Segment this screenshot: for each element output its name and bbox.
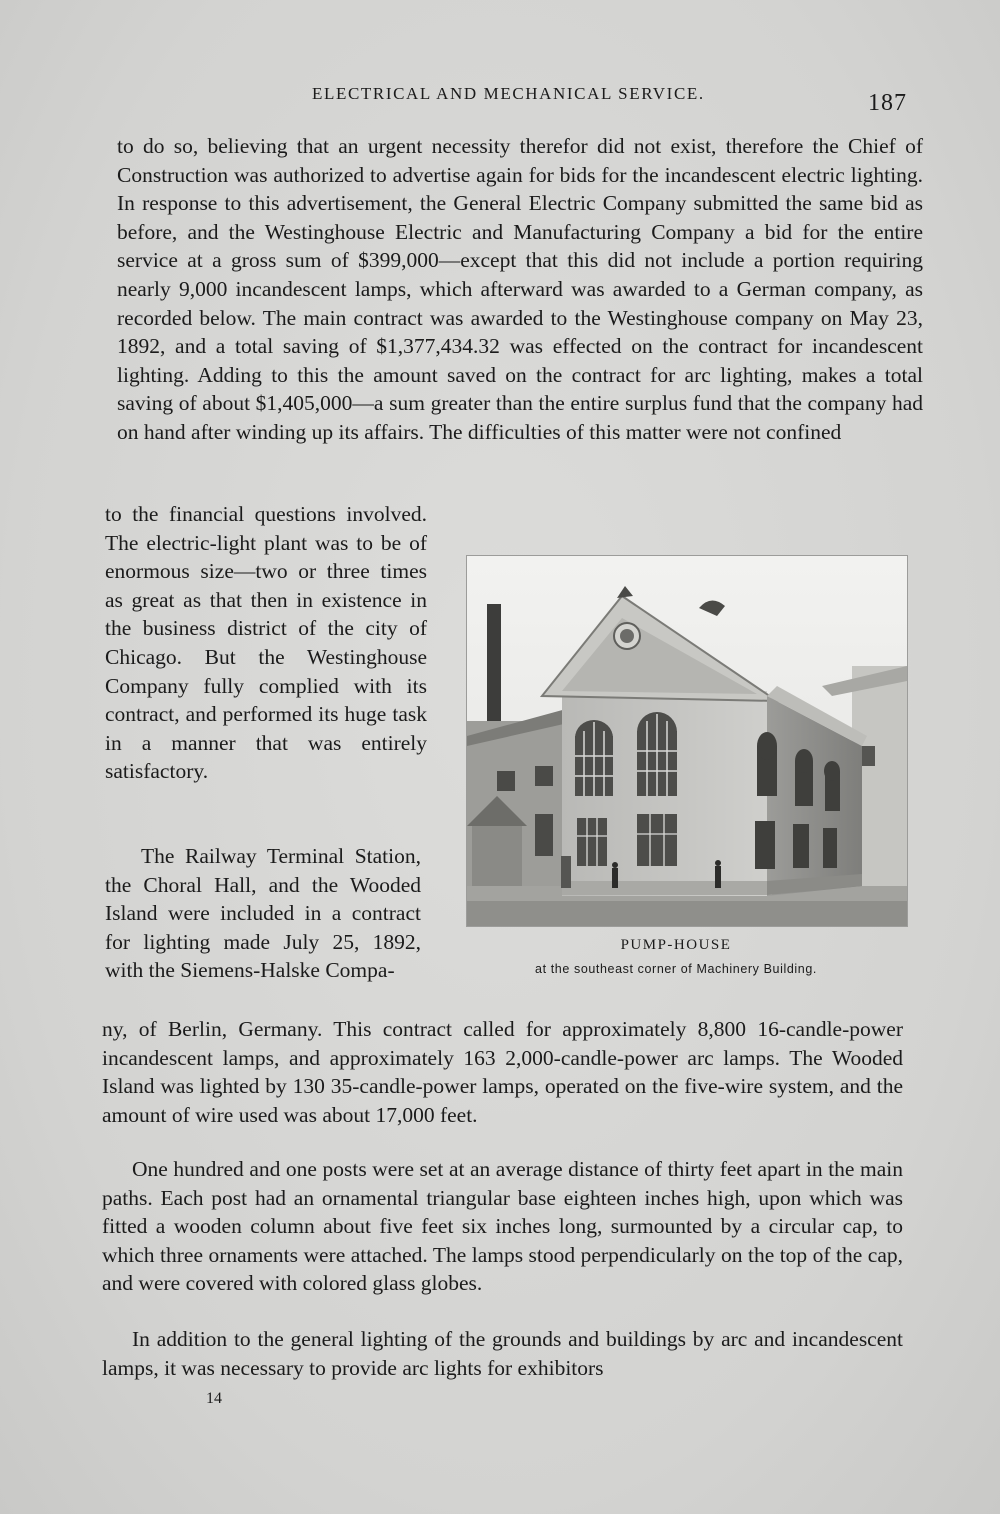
figure-caption-subtitle: at the southeast corner of Machinery Building. — [535, 962, 817, 976]
pump-house-illustration — [467, 556, 907, 926]
paragraph-1: to do so, believing that an urgent necessity therefor did not exist, therefore the Chief of Construction was authorized to advertise again for bids for the incandescent electric lighting. In response to this advertisement, the General Electric Company submitted the same bid as before, and the Westinghouse Electric and Manufacturing Company a bid for the entire service at a gross sum of $399,000—except that this did not include a portion requiring nearly 9,000 incandescent lamps, which afterward was awarded to a German company, as recorded below. The main contract was awarded to the Westinghouse company on May 23, 1892, and a total saving of $1,377,434.32 was effected on the contract for incandescent lighting. Adding to this the amount saved on the contract for arc lighting, makes a total saving of about $1,405,000—a sum greater than the entire surplus fund that the company had on hand after winding up its affairs. The difficulties of this matter were not confined — [117, 134, 923, 444]
figure-caption-title: PUMP-HOUSE — [620, 937, 732, 953]
paragraph-5: One hundred and one posts were set at an average distance of thirty feet apart in the main paths. Each post had an ornamental triangular base eighteen inches high, upon which was fitted a wooden column about five feet six inches long, surmounted by a circular cap, to which three ornaments were attached. The lamps stood perpendicularly on the top of the cap, and were covered with colored glass globes. — [102, 1157, 903, 1296]
running-title: ELECTRICAL AND MECHANICAL SERVICE. — [312, 84, 705, 103]
pump-house-photograph — [466, 555, 908, 927]
paragraph-6: In addition to the general lighting of the grounds and buildings by arc and incandescent lamps, it was necessary to provide arc lights for exhibitors — [102, 1327, 903, 1380]
paragraph-3: The Railway Terminal Station, the Choral Hall, and the Wooded Island were included in a contract for lighting made July 25, 1892, with the Siemens-Halske Compa- — [105, 844, 421, 983]
page-number: 187 — [868, 90, 907, 116]
paragraph-4: ny, of Berlin, Germany. This contract called for approximately 8,800 16-candle-power incandescent lamps, and approximately 163 2,000-candle-power arc lamps. The Wooded Island was lighted by 130 35-candle-power lamps, operated on the five-wire system, and the amount of wire used was about 17,000 feet. — [102, 1017, 903, 1127]
paragraph-2: to the financial questions involved. The electric-light plant was to be of enormous size—two or three times as great as that then in existence in the business district of the city of Chicago. But the Westinghouse Company fully complied with its contract, and performed its huge task in a manner that was entirely satisfactory. — [105, 502, 427, 784]
signature-mark: 14 — [206, 1390, 222, 1407]
